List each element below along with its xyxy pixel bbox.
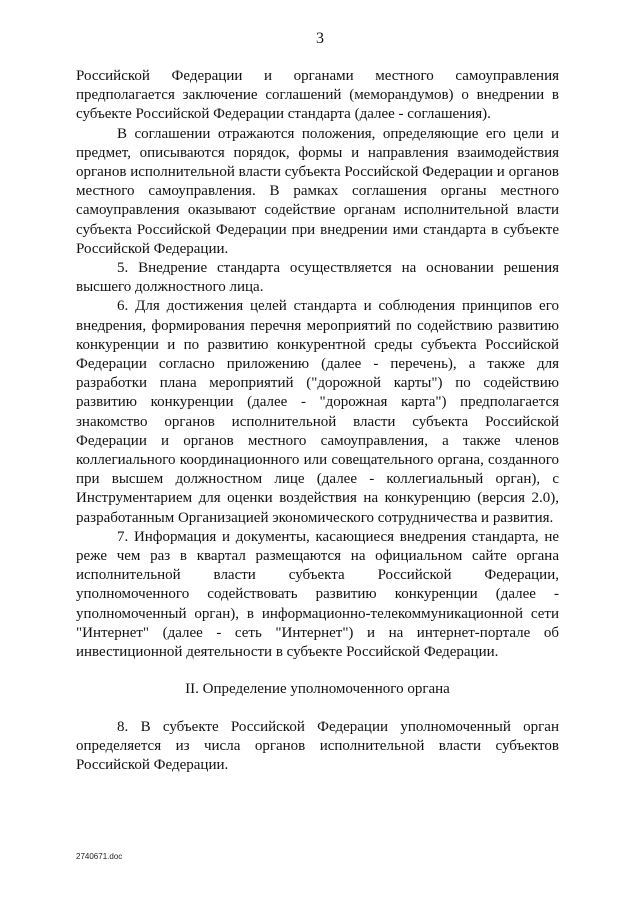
document-body [76,67,559,775]
paragraph-7: 7. Информация и документы, касающиеся внедрения стандарта, не реже чем раз в квартал размещаются на официальном сайте органа исполнительной власти субъекта Российской Федерации, уполномоченного содействовать развитию конкуренции (далее - уполномоченный орган), в информационно-телекоммуникационной сети "Интернет" (далее - сеть "Интернет") и на интернет-портале об инвестиционной деятельности в субъекте Российской Федерации. [76,528,559,661]
footer-file-name: 2740671.doc [76,852,123,861]
paragraph-agreement-content: В соглашении отражаются положения, определяющие его цели и предмет, описываются порядок, формы и направления взаимодействия органов исполнительной власти субъекта Российской Федерации и органов местного самоуправления. В рамках соглашения органы местного самоуправления оказывают содействие органам исполнительной власти субъекта Российской Федерации при внедрении ими стандарта в субъекте Российской Федерации. [76,125,559,257]
section-heading: II. Определение уполномоченного органа [185,681,450,698]
paragraph-5: 5. Внедрение стандарта осуществляется на основании решения высшего должностного лица. [76,260,559,296]
paragraph-continuation: Российской Федерации и органами местного самоуправления предполагается заключение соглашений (меморандумов) о внедрении в субъекте Российской Федерации стандарта (далее - соглашения). [76,68,559,123]
page-number: 3 [316,30,324,47]
paragraph-6: 6. Для достижения целей стандарта и соблюдения принципов его внедрения, формирования перечня мероприятий по содействию развитию конкуренции и по развитию конкурентной среды субъекта Российской Федерации согласно приложению (далее - перечень), а также для разработки плана мероприятий ("дорожной карты") по содействию развитию конкуренции (далее - "дорожная карта") предполагается знакомство органов исполнительной власти субъекта Российской Федерации и органов местного самоуправления, а также членов коллегиального координационного или совещательного органа, созданного при высшем должностном лице (далее - коллегиальный орган), с Инструментарием для оценки воздействия на конкуренцию (версия 2.0), разработанным Организацией экономического сотрудничества и развития. [76,298,559,526]
paragraph-8: 8. В субъекте Российской Федерации уполномоченный орган определяется из числа органов исполнительной власти субъектов Российской Федерации. [76,718,559,773]
